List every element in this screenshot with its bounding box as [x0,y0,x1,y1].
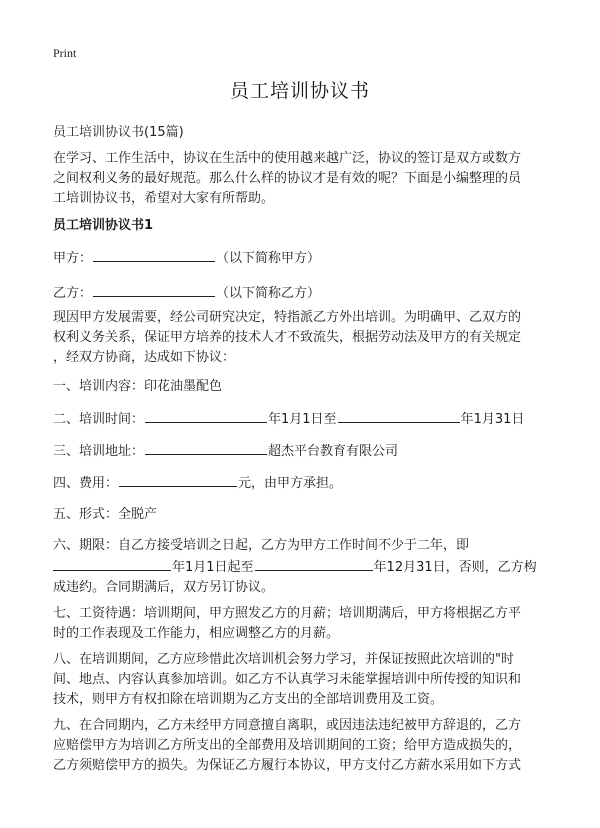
clause-4 [53,472,553,494]
clause-2-label: 二、培训时间： [53,412,145,427]
clause-6-line [53,556,553,578]
address-blank[interactable] [145,440,267,455]
party-b-blank[interactable] [93,282,215,297]
intro-paragraph [53,149,553,209]
clause-7-line: 时的工作表现及工作能力，相应调整乙方的月薪。 [53,626,340,641]
clause-5: 五、形式：全脱产 [53,507,158,522]
section-heading: 员工培训协议书1 [53,218,154,233]
party-b-label: 乙方： [53,286,93,301]
print-link[interactable]: Print [53,46,77,60]
party-a-suffix: （以下简称甲方） [216,251,321,266]
clause-3-label: 三、培训地址： [53,444,145,459]
party-a-blank[interactable] [93,247,215,262]
clause-2-mid: 年1月1日至 [268,412,337,427]
intro-line: 之间权利义务的最好规范。那么什么样的协议才是有效的呢？下面是小编整理的员 [53,171,522,186]
clause-2-end: 年1月31日 [460,412,525,427]
preamble-line: 现因甲方发展需要，经公司研究决定，特指派乙方外出培训。为明确甲、乙双方的 [53,310,522,325]
document-subtitle: 员工培训协议书(15篇) [53,125,184,140]
clause-8-line: 间、地点、内容认真参加培训。如乙方不认真学习未能掌握培训中所传授的知识和 [53,672,522,687]
clause-7 [53,604,553,644]
clause-3 [53,440,553,462]
start-year-blank[interactable] [145,408,267,423]
term-start-blank[interactable] [53,556,171,571]
clause-8 [53,650,553,710]
clause-9 [53,716,553,776]
clause-6-end: 年12月31日，否则，乙方构 [373,560,537,575]
clause-8-line: 八、在培训期间，乙方应珍惜此次培训机会努力学习，并保证按照此次培训的"时 [53,652,514,667]
party-b-line [53,282,553,304]
end-year-blank[interactable] [338,408,460,423]
preamble-paragraph [53,308,553,368]
clause-6-mid: 年1月1日起至 [172,560,254,575]
party-b-suffix: （以下简称乙方） [216,286,321,301]
clause-7-line: 七、工资待遇：培训期间，甲方照发乙方的月薪；培训期满后，甲方将根据乙方平 [53,606,522,621]
party-a-line [53,247,553,269]
clause-2 [53,408,553,430]
clause-4-end: 元，由甲方承担。 [238,476,343,491]
party-a-label: 甲方： [53,251,93,266]
clause-9-line: 乙方须赔偿甲方的损失。为保证乙方履行本协议，甲方支付乙方薪水采用如下方式 [53,758,522,773]
preamble-line: 权利义务关系，保证甲方培养的技术人才不致流失，根据劳动法及甲方的有关规定 [53,330,522,345]
clause-9-line: 应赔偿甲方为培训乙方所支出的全部费用及培训期间的工资；给甲方造成损失的， [53,738,522,753]
preamble-line: ，经双方协商，达成如下协议： [53,350,236,365]
term-end-blank[interactable] [255,556,373,571]
document-title: 员工培训协议书 [229,80,370,102]
clause-3-end: 超杰平台教育有限公司 [268,444,399,459]
clause-9-line: 九、在合同期内，乙方未经甲方同意擅自离职，或因违法违纪被甲方辞退的，乙方 [53,718,522,733]
fee-blank[interactable] [119,472,237,487]
clause-6-line: 成违约。合同期满后，双方另订协议。 [53,580,275,595]
clause-8-line: 技术，则甲方有权扣除在培训期为乙方支出的全部培训费用及工资。 [53,692,444,707]
clause-6-line: 六、期限：自乙方接受培训之日起，乙方为甲方工作时间不少于二年，即 [53,538,470,553]
clause-4-label: 四、费用： [53,476,119,491]
intro-line: 在学习、工作生活中，协议在生活中的使用越来越广泛，协议的签订是双方或数方 [53,151,522,166]
clause-1: 一、培训内容：印花油墨配色 [53,379,223,394]
intro-line: 工培训协议书，希望对大家有所帮助。 [53,191,275,206]
clause-6 [53,536,553,598]
